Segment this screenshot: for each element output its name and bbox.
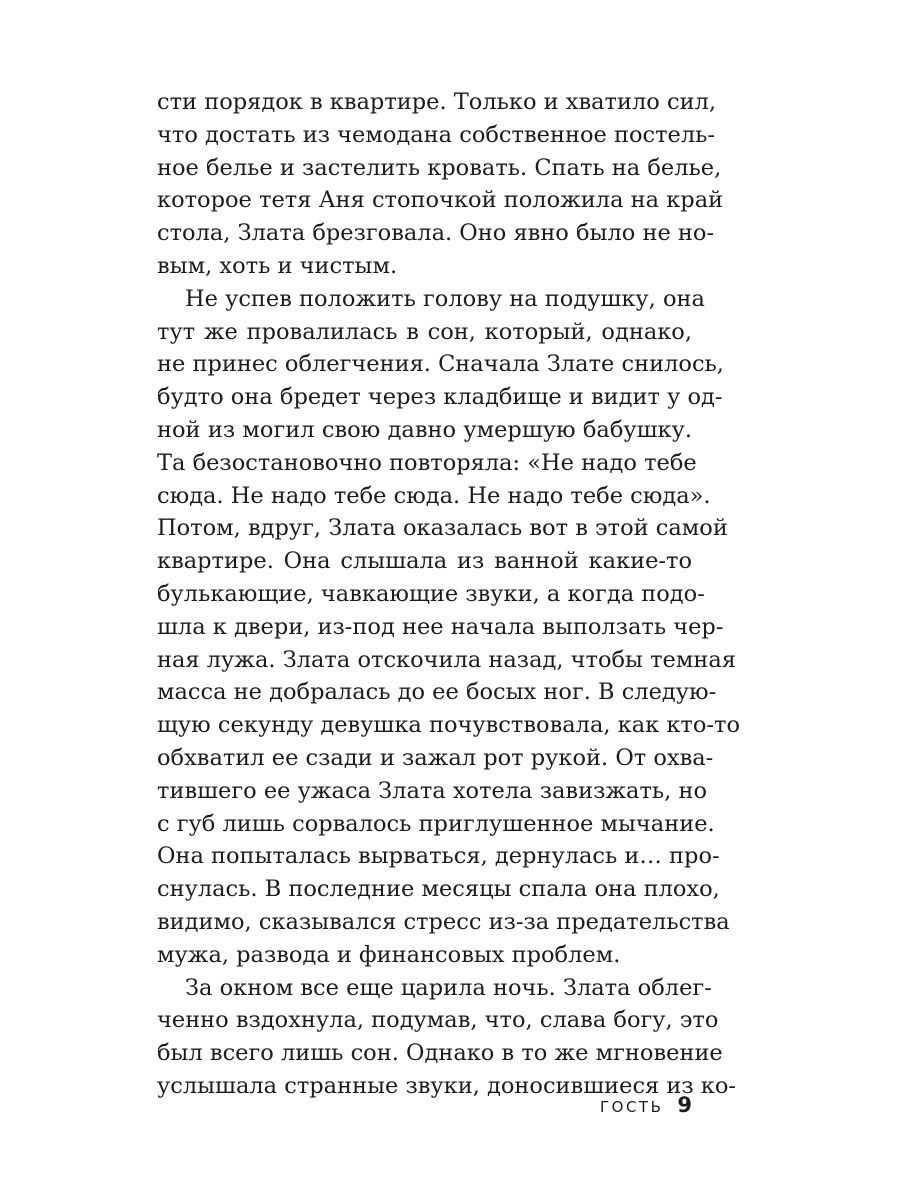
text-line: Та безостановочно повторяла: «Не надо тебе	[157, 449, 697, 476]
text-line: будто она бредет через кладбище и видит у од-	[157, 384, 723, 411]
text-line: Потом, вдруг, Злата оказалась вот в этой самой	[157, 515, 728, 542]
text-line: снулась. В последние месяцы спала она плохо,	[157, 876, 720, 903]
text-line: которое тетя Аня стопочкой положила на край	[157, 187, 724, 214]
text-line: шла к двери, из-под нее начала выползать чер-	[157, 613, 724, 640]
text-line: булькающие, чавкающие звуки, а когда подо-	[157, 580, 705, 607]
text-line: сюда. Не надо тебе сюда. Не надо тебе сюда».	[157, 482, 711, 509]
text-line: обхватил ее сзади и зажал рот рукой. От охва-	[157, 744, 714, 771]
text-line: мужа, развода и финансовых проблем.	[157, 941, 621, 968]
body-text	[157, 86, 741, 1103]
text-line: ная лужа. Злата отскочила назад, чтобы темная	[157, 646, 736, 673]
text-line: не принес облегчения. Сначала Злате снилось,	[157, 351, 724, 378]
text-line: вым, хоть и чистым.	[157, 252, 398, 279]
text-line: квартире. Она слышала из ванной какие-то	[157, 548, 692, 575]
text-line: щую секунду девушка почувствовала, как кто-то	[157, 712, 741, 739]
text-line: масса не добралась до ее босых ног. В следую-	[157, 679, 717, 706]
text-line: сти порядок в квартире. Только и хватило сил,	[157, 89, 717, 115]
text-line: стола, Злата брезговала. Оно явно было не но-	[157, 220, 715, 247]
text-line: видимо, сказывался стресс из-за предательства	[157, 908, 730, 935]
text-line: ченно вздохнула, подумав, что, слава богу, это	[157, 1007, 719, 1034]
text-line: Она попыталась вырваться, дернулась и… про-	[157, 843, 720, 870]
running-title: ГОСТЬ	[599, 1098, 664, 1116]
text-line: услышала странные звуки, доносившиеся из ко-	[157, 1072, 737, 1099]
text-line: что достать из чемодана собственное постель-	[157, 121, 716, 148]
text-line: ное белье и застелить кровать. Спать на белье,	[157, 154, 722, 181]
text-line: тившего ее ужаса Злата хотела завизжать, но	[157, 777, 708, 804]
text-line: тут же провалилась в сон, который, однако,	[157, 318, 692, 345]
page-footer	[600, 1093, 692, 1117]
page-number: 9	[677, 1093, 692, 1117]
paragraph-first-line: За окном все еще царила ночь. Злата облег-	[185, 974, 712, 1001]
text-line: был всего лишь сон. Однако в то же мгновение	[157, 1040, 723, 1067]
text-line: ной из могил свою давно умершую бабушку.	[157, 416, 692, 443]
paragraph-first-line: Не успев положить голову на подушку, она	[185, 285, 705, 312]
text-line: с губ лишь сорвалось приглушенное мычание.	[157, 810, 715, 837]
